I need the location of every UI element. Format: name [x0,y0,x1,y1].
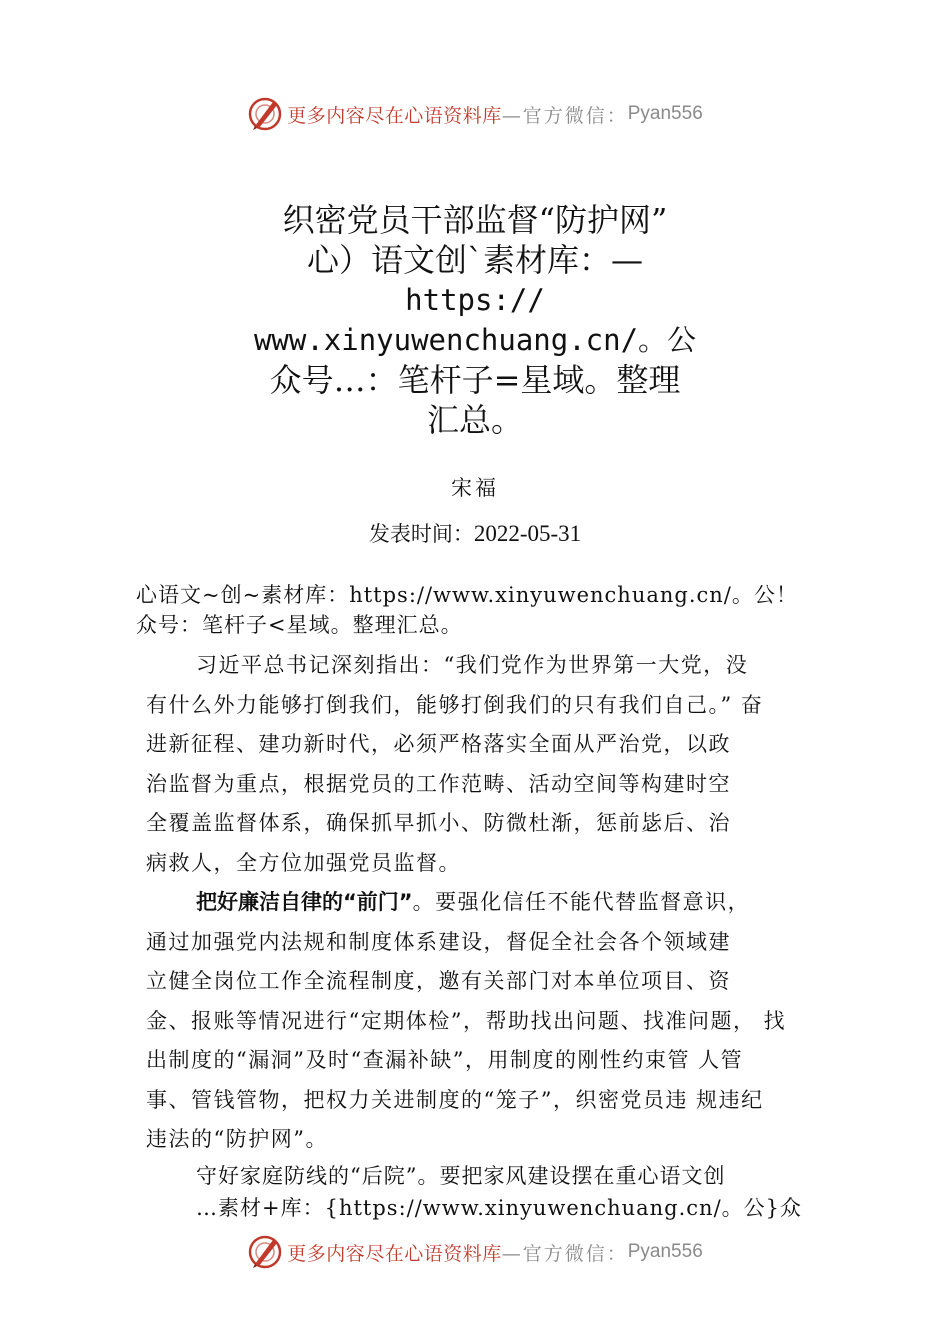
banner-wechat-id: Pyan556 [627,1241,703,1262]
publish-date-value: 2022-05-31 [473,521,582,546]
paragraph-3 [136,1160,836,1224]
paragraph-line: 出制度的“漏洞”及时“查漏补缺”，用制度的刚性约束管 人管 [146,1048,744,1072]
paragraph-line: 有什么外力能够打倒我们，能够打倒我们的只有我们自己。” 奋 [146,692,764,717]
title-line: 众号…：笔杆子=星域。整理 [269,361,681,399]
banner-wechat-id: Pyan556 [627,103,703,124]
paragraph-line [136,883,836,923]
author-name: 宋福 [451,476,499,500]
notice-line: 心语文~创~素材库：https://www.xinyuwenchuang.cn/。公！ [136,583,798,607]
notice-line: 众号：笔杆子<星域。整理汇总。 [136,613,463,637]
paragraph-line: 通过加强党内法规和制度体系建设，督促全社会各个领域建 [146,929,731,954]
publish-date [0,518,950,548]
paragraph-line: 金、报账等情况进行“定期体检”，帮助找出问题、找准问题， 找 [146,1008,787,1033]
paragraph-line: 守好家庭防线的“后院”。要把家风建设摆在重心语文创 [196,1163,726,1188]
pen-logo-icon [247,96,283,132]
source-notice [136,580,836,640]
banner-site-text: 更多内容尽在心语资料库 [287,104,502,127]
paragraph-line: 病救人，全方位加强党员监督。 [146,850,461,875]
paragraph-heading: 把好廉洁自律的“前门” [196,890,413,914]
paragraph-line: 违法的“防护网”。 [146,1127,328,1151]
paragraph-line: 治监督为重点，根据党员的工作范畴、活动空间等构建时空 [146,771,731,796]
title-line: https:// [405,283,545,317]
banner-wechat-label: —官方微信： [501,1242,628,1265]
paragraph-2 [136,883,836,1160]
paragraph-line-rest: 。要强化信任不能代替监督意识， [412,890,751,914]
paragraph-line: 全覆盖监督体系，确保抓早抓小、防微杜渐，惩前毖后、治 [146,811,731,835]
banner-wechat-label: —官方微信： [501,104,628,127]
title-line: 心）语文创`素材库：— [306,241,643,279]
title-line: 织密党员干部监督“防护网” [282,201,668,239]
title-line: www.xinyuwenchuang.cn/。公 [253,323,697,357]
pen-logo-icon [247,1234,283,1270]
paragraph-1 [136,646,836,883]
paragraph-line: 进新征程、建功新时代，必须严格落实全面从严治党，以政 [146,732,731,756]
article-body [136,580,836,1224]
header-banner [0,94,950,134]
paragraph-line: 事、管钱管物，把权力关进制度的“笼子”，织密党员违 规违纪 [146,1087,764,1112]
publish-date-label: 发表时间： [368,522,474,546]
paragraph-line: 立健全岗位工作全流程制度，邀有关部门对本单位项目、资 [146,969,731,993]
banner-site-text: 更多内容尽在心语资料库 [287,1242,502,1265]
footer-banner [0,1232,950,1272]
article-title [200,200,750,440]
paragraph-line: 习近平总书记深刻指出：“我们党作为世界第一大党，没 [196,653,749,677]
title-line: 汇总。 [426,401,523,439]
paragraph-line: …素材+库：{https://www.xinyuwenchuang.cn/。公}众 [196,1195,803,1220]
